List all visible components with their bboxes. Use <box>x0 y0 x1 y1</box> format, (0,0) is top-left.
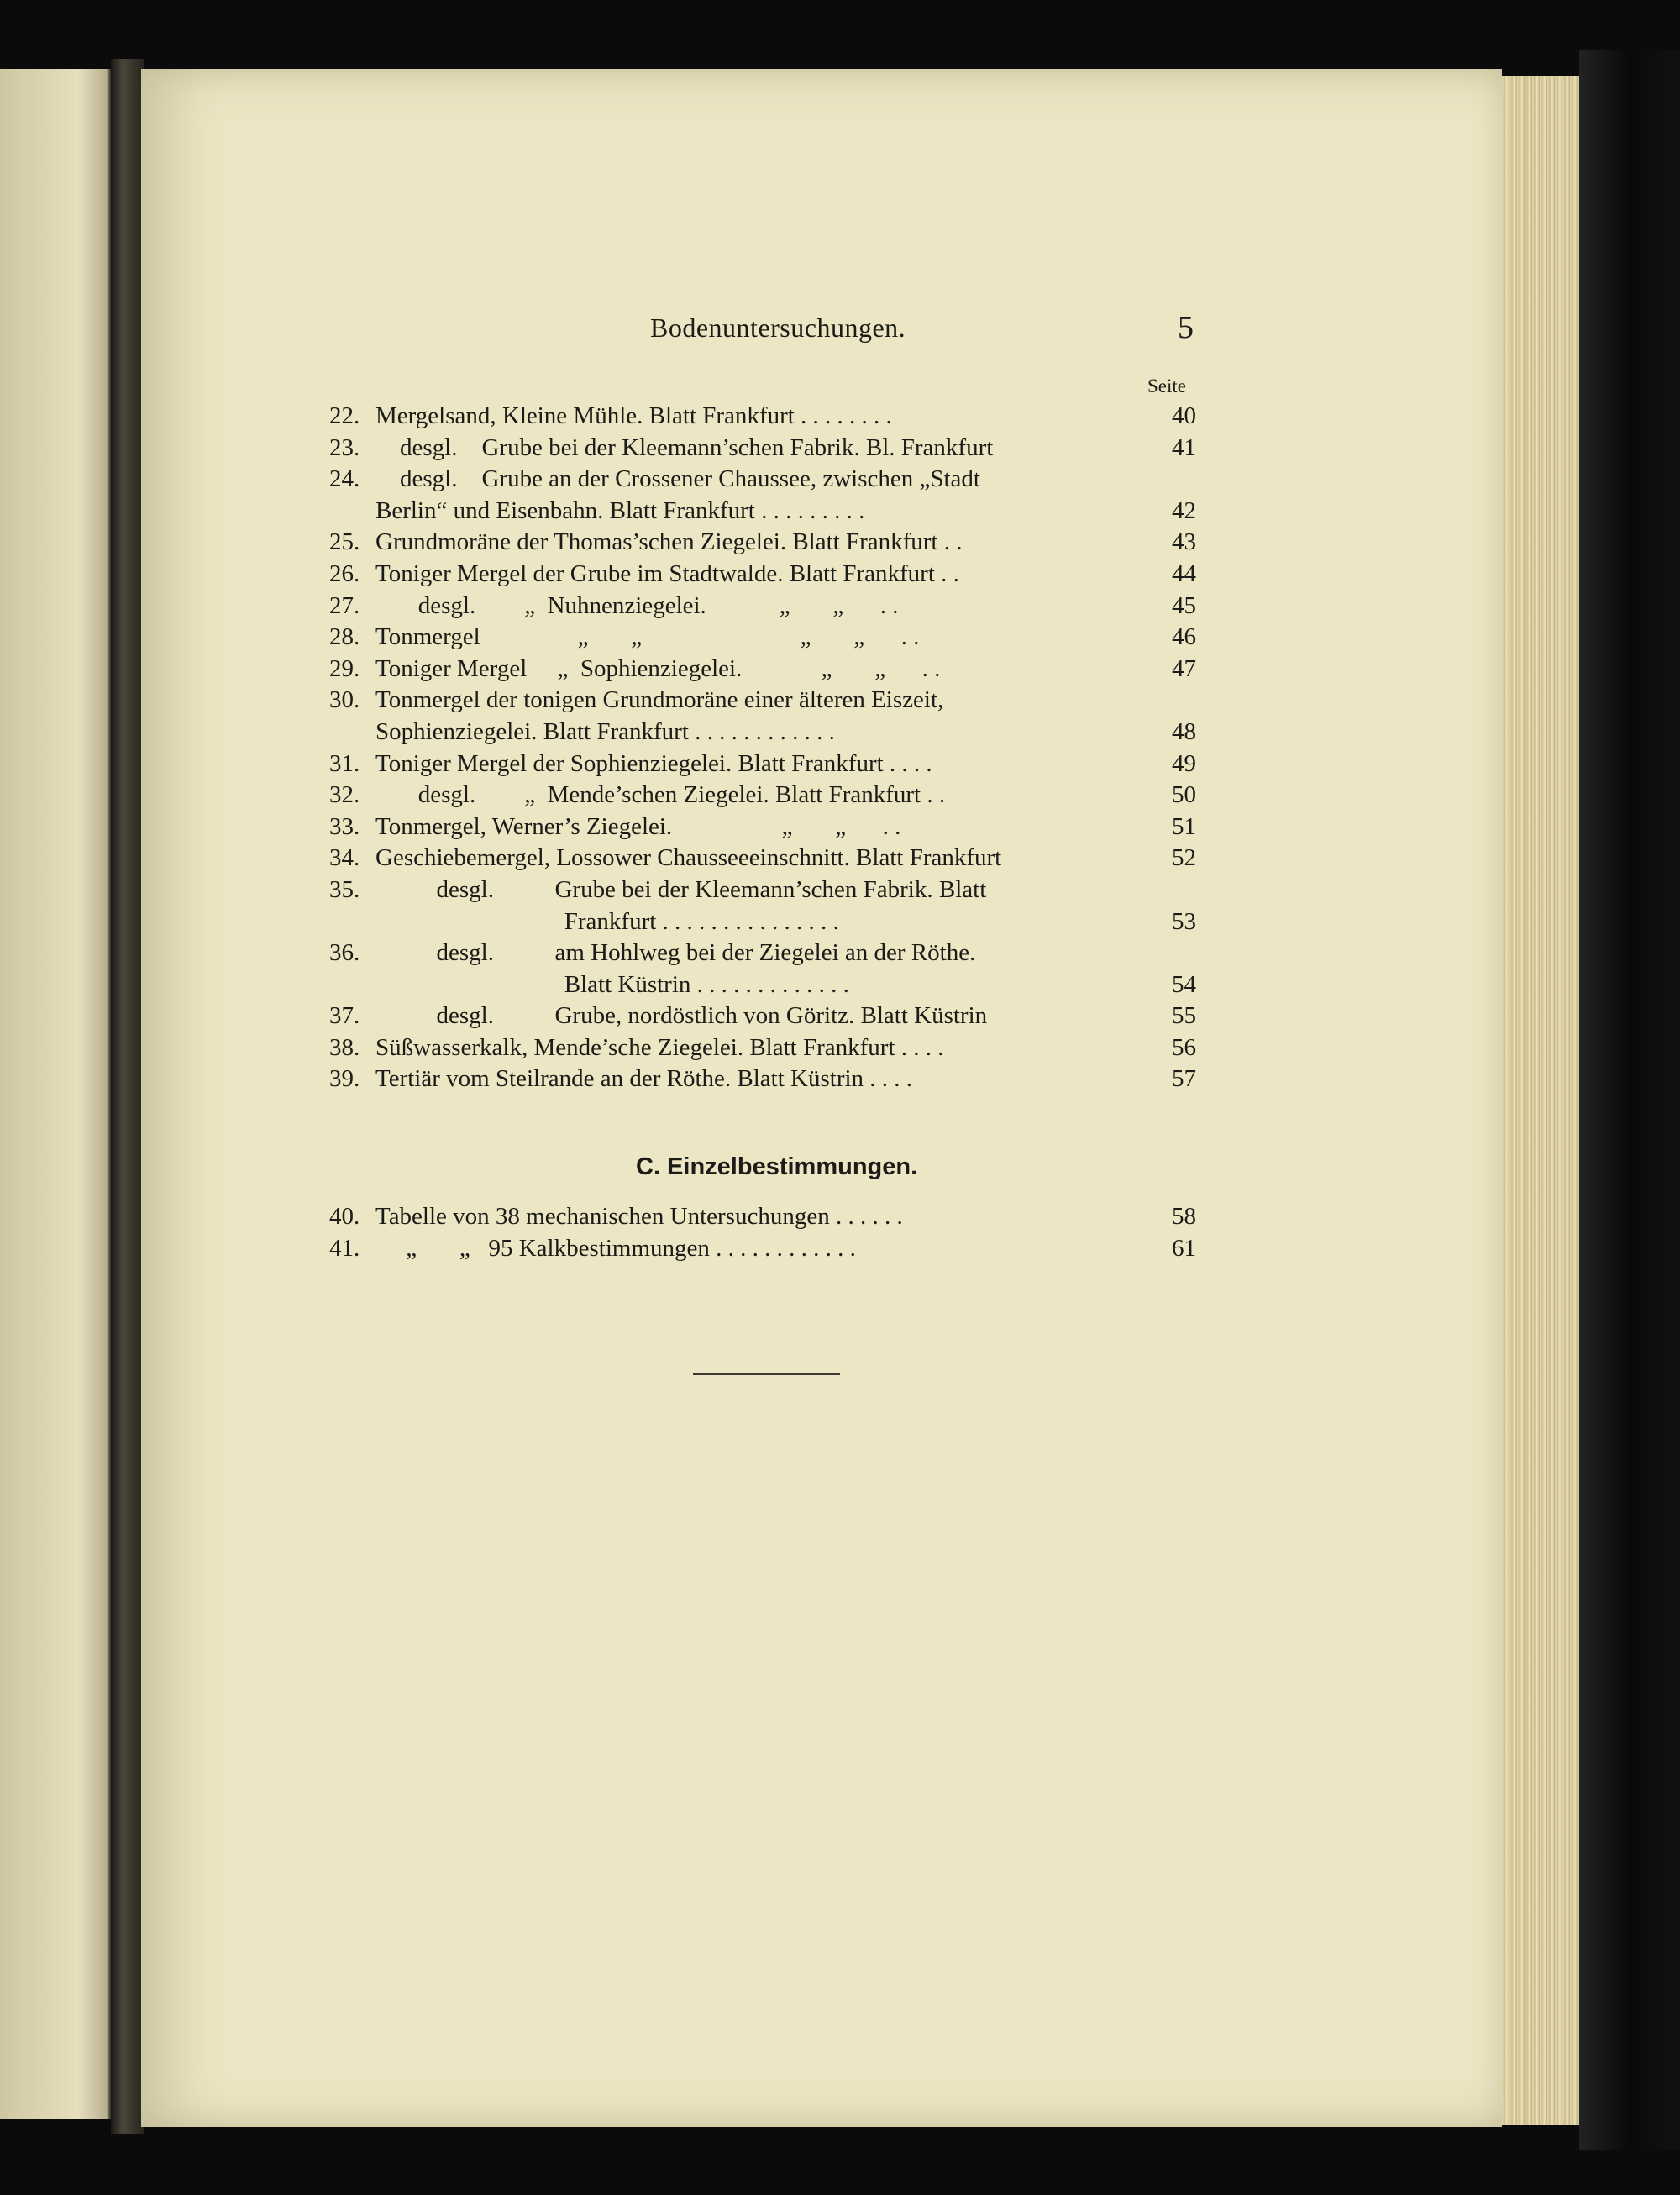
section-c-list <box>329 1201 1196 1264</box>
running-head: Bodenuntersuchungen. <box>650 312 906 343</box>
entry-page: 45 <box>1172 591 1196 619</box>
entry-title: „ „ 95 Kalkbestimmungen . . . . . . . . . . . . <box>375 1234 856 1262</box>
toc-entry <box>329 591 1196 622</box>
entry-title: desgl. Grube, nordöstlich von Göritz. Blatt Küstrin <box>375 1002 988 1030</box>
entry-page: 53 <box>1172 907 1196 935</box>
entry-page: 58 <box>1172 1203 1196 1230</box>
toc-entry <box>329 654 1196 685</box>
entry-title: Tertiär vom Steilrande an der Röthe. Blatt Küstrin . . . . <box>375 1065 913 1093</box>
entry-title: desgl. am Hohlweg bei der Ziegelei an der Röthe. <box>375 939 976 967</box>
page-number: 5 <box>1178 310 1194 345</box>
closing-rule <box>693 1373 840 1375</box>
toc-entry <box>329 496 1196 528</box>
toc-entry <box>329 843 1196 874</box>
entry-title: Toniger Mergel der Grube im Stadtwalde. Blatt Frankfurt . . <box>375 559 959 587</box>
entry-number: 31. <box>329 749 360 777</box>
entry-page: 61 <box>1172 1234 1196 1262</box>
toc-entry <box>329 1063 1196 1095</box>
entry-number: 22. <box>329 402 360 429</box>
section-heading: C. Einzelbestimmungen. <box>636 1153 918 1180</box>
toc-entry <box>329 717 1196 748</box>
book-gutter <box>111 59 144 2134</box>
toc-entry <box>329 559 1196 591</box>
entry-number: 30. <box>329 686 360 714</box>
entry-number: 25. <box>329 528 360 556</box>
entry-title: desgl. Grube bei der Kleemann’schen Fabrik. Blatt <box>375 875 987 903</box>
entry-title: desgl. Grube an der Crossener Chaussee, zwischen „Stadt <box>375 465 980 493</box>
book-cover-edge <box>1579 50 1680 2150</box>
entry-page: 42 <box>1172 496 1196 524</box>
toc-entry <box>329 780 1196 811</box>
page-stack-edges <box>1502 76 1579 2125</box>
entry-title: Sophienziegelei. Blatt Frankfurt . . . . . . . . . . . . <box>375 717 835 745</box>
page-column-label: Seite <box>1147 375 1186 396</box>
entry-number: 33. <box>329 812 360 840</box>
entry-number: 40. <box>329 1203 360 1230</box>
entry-page: 47 <box>1172 654 1196 682</box>
entry-page: 43 <box>1172 528 1196 556</box>
entry-title: Geschiebemergel, Lossower Chausseeeinschnitt. Blatt Frankfurt <box>375 844 1002 872</box>
toc-entry <box>329 874 1196 906</box>
entry-page: 56 <box>1172 1033 1196 1061</box>
toc-entry <box>329 1233 1196 1265</box>
entry-number: 24. <box>329 465 360 493</box>
toc-entry <box>329 685 1196 717</box>
entry-number: 27. <box>329 591 360 619</box>
table-of-contents <box>329 401 1196 1095</box>
entry-number: 35. <box>329 875 360 903</box>
entry-page: 46 <box>1172 623 1196 651</box>
toc-entry <box>329 1000 1196 1032</box>
entry-page: 50 <box>1172 781 1196 809</box>
entry-page: 49 <box>1172 749 1196 777</box>
entry-number: 28. <box>329 623 360 651</box>
entry-title: Tabelle von 38 mechanischen Untersuchungen . . . . . . <box>375 1203 903 1230</box>
entry-number: 32. <box>329 781 360 809</box>
toc-entry <box>329 1032 1196 1064</box>
entry-page: 55 <box>1172 1002 1196 1030</box>
entry-number: 26. <box>329 559 360 587</box>
entry-title: Toniger Mergel „ Sophienziegelei. „ „ . . <box>375 654 941 682</box>
entry-title: desgl. „ Mende’schen Ziegelei. Blatt Frankfurt . . <box>375 781 946 809</box>
book-page <box>141 69 1502 2127</box>
entry-title: Mergelsand, Kleine Mühle. Blatt Frankfurt . . . . . . . . <box>375 402 892 429</box>
entry-page: 44 <box>1172 559 1196 587</box>
toc-entry <box>329 527 1196 559</box>
entry-title: Toniger Mergel der Sophienziegelei. Blatt Frankfurt . . . . <box>375 749 932 777</box>
entry-title: Blatt Küstrin . . . . . . . . . . . . . <box>375 970 849 998</box>
entry-number: 34. <box>329 844 360 872</box>
entry-page: 51 <box>1172 812 1196 840</box>
entry-number: 29. <box>329 654 360 682</box>
entry-title: Tonmergel „ „ „ „ . . <box>375 623 920 651</box>
entry-page: 57 <box>1172 1065 1196 1093</box>
toc-entry <box>329 622 1196 654</box>
entry-page: 48 <box>1172 717 1196 745</box>
entry-title: Tonmergel der tonigen Grundmoräne einer älteren Eiszeit, <box>375 686 944 714</box>
entry-number: 41. <box>329 1234 360 1262</box>
entry-title: Grundmoräne der Thomas’schen Ziegelei. Blatt Frankfurt . . <box>375 528 963 556</box>
entry-page: 40 <box>1172 402 1196 429</box>
entry-page: 52 <box>1172 844 1196 872</box>
toc-entry <box>329 969 1196 1001</box>
entry-number: 39. <box>329 1065 360 1093</box>
toc-entry <box>329 811 1196 843</box>
toc-entry <box>329 433 1196 465</box>
entry-title: Tonmergel, Werner’s Ziegelei. „ „ . . <box>375 812 901 840</box>
entry-title: desgl. „ Nuhnenziegelei. „ „ . . <box>375 591 899 619</box>
entry-number: 36. <box>329 939 360 967</box>
entry-number: 23. <box>329 433 360 461</box>
toc-entry <box>329 464 1196 496</box>
entry-title: Süßwasserkalk, Mende’sche Ziegelei. Blatt Frankfurt . . . . <box>375 1033 944 1061</box>
toc-entry <box>329 748 1196 780</box>
facing-page-edge <box>0 69 111 2119</box>
toc-entry <box>329 1201 1196 1233</box>
entry-page: 41 <box>1172 433 1196 461</box>
entry-number: 38. <box>329 1033 360 1061</box>
entry-title: desgl. Grube bei der Kleemann’schen Fabrik. Bl. Frankfurt <box>375 433 994 461</box>
entry-title: Frankfurt . . . . . . . . . . . . . . . <box>375 907 839 935</box>
toc-entry <box>329 937 1196 969</box>
entry-page: 54 <box>1172 970 1196 998</box>
toc-entry <box>329 906 1196 938</box>
toc-entry <box>329 401 1196 433</box>
entry-number: 37. <box>329 1002 360 1030</box>
entry-title: Berlin“ und Eisenbahn. Blatt Frankfurt . . . . . . . . . <box>375 496 865 524</box>
